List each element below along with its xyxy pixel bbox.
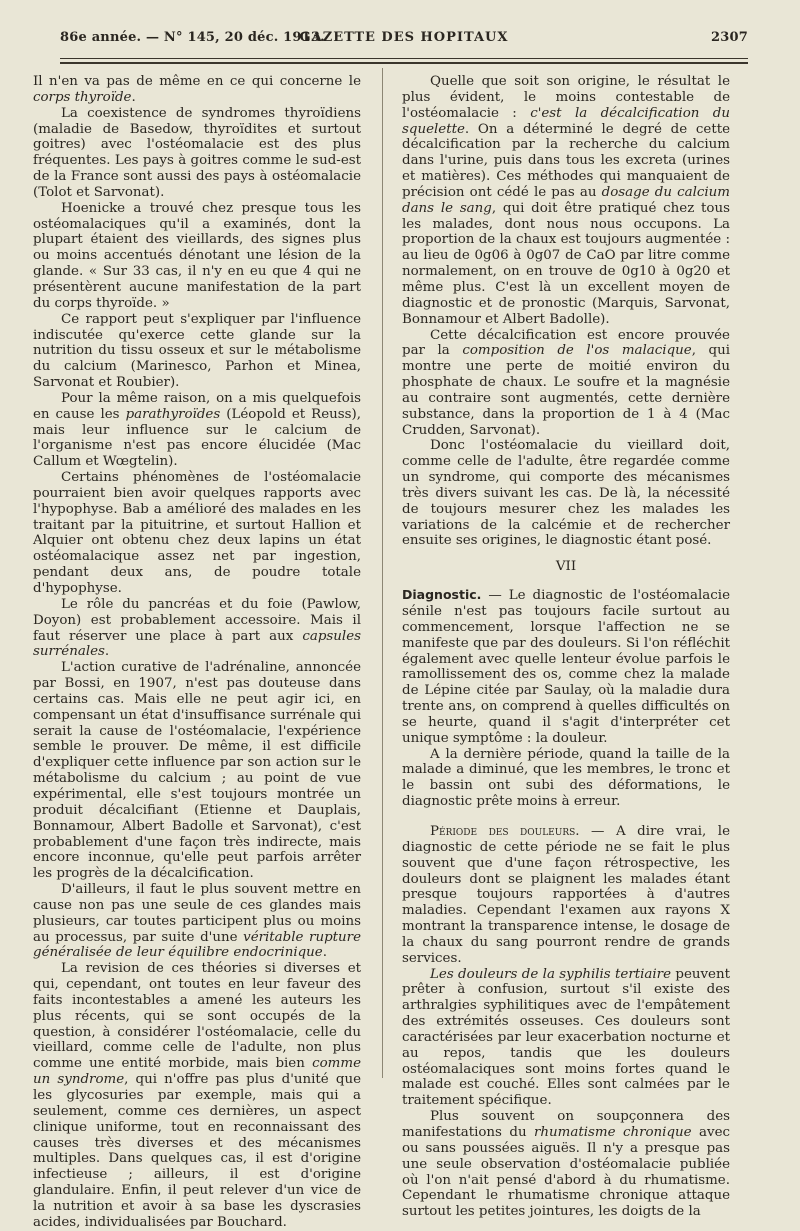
text-run: La revision de ces théories si diverses et qui, cependant, ont toutes en leur faveur des faits incontestables a amené les auteurs les plus récents, qui se sont occupés de la question, à considérer l'ostéomalacie, celle du vieillard, comme celle de l'adulte, non plus comme une entité morbide, mais bien	[33, 961, 361, 1072]
text-run: . — A dire vrai, le diagnostic de cette période ne se fait le plus souvent que d'une façon rétrospective, les douleurs dont se plaignent les malades étant presque toujours rapportées à d'autres maladies. Cependant l'examen aux rayons X montrant la transparence intense, le dosage de la chaux du sang pourront rendre de grands services.	[402, 823, 731, 966]
paragraph	[33, 106, 361, 201]
page-header	[60, 30, 748, 52]
italic-run: capsules surrénales	[33, 628, 361, 660]
paragraph	[33, 597, 361, 660]
paragraph	[33, 660, 361, 882]
text-run: peuvent prêter à confusion, surtout s'il existe des arthralgies syphilitiques avec de l'empâtement des extrémités osseuses. Ces douleurs sont caractérisées par leur exacerbation nocturne et au repos, tandis que les douleurs ostéomalaciques sont moins fortes quand le malade est couché. Elles sont calmées par le traitement spécifique.	[402, 966, 730, 1109]
italic-run: dosage du calcium dans le sang	[402, 184, 730, 216]
issue-info: 86e année. — N° 145, 20 déc. 1913.	[60, 30, 325, 45]
text-run: .	[104, 644, 110, 660]
paragraph	[33, 391, 361, 470]
paragraph	[33, 882, 361, 961]
text-run: — Le diagnostic de l'ostéomalacie sénile n'est pas toujours facile surtout au commencement, lorsque l'affection ne se manifeste que par des douleurs. Si l'on réfléchit également avec quelle lenteur évolue parfois le ramollissement des os, comme chez la malade de Lépine citée par Saulay, où la maladie dura trente ans, on comprend à quelles difficultés on se heurte, quand il s'agit d'interpréter cet unique symptôme : la douleur.	[402, 588, 730, 746]
text-run: avec ou sans poussées aiguës. Il n'y a presque pas une seule observation d'ostéomalacie publiée où l'on n'ait pensé d'abord à du rhumatisme. Cependant le rhumatisme chronique attaque surtout les petites jointures, les doigts de la	[402, 1125, 731, 1220]
italic-run: corps thyroïde	[33, 89, 132, 105]
section-heading: VII	[555, 559, 577, 575]
italic-run: parathyroïdes	[125, 406, 221, 422]
paragraph	[33, 201, 361, 312]
paragraph	[402, 824, 730, 967]
text-run: , qui n'offre pas plus d'unité que les glycosuries par exemple, mais qui a seulement, comme ces dernières, un aspect clinique uniforme, tout en reconnaissant des causes très diverses et des mécanismes multiples. Dans quelques cas, il est d'origine infectieuse ; ailleurs, il est d'origine glandulaire. Enfin, il peut relever d'un vice de la nutrition et avoir à sa base les dyscrasies acides, individualisées par Bouchard.	[33, 1072, 361, 1230]
text-run: (Léopold et Reuss), mais leur influence sur le calcium de l'organisme n'est pas encore élucidée (Mac Callum et Wœgtelin).	[33, 406, 361, 470]
page-number: 2307	[711, 30, 748, 45]
text-run: .	[131, 89, 136, 105]
section-label: Diagnostic.	[402, 587, 482, 603]
text-run: , qui montre une perte de moitié environ du phosphate de chaux. Le soufre et la magnésie au contraire sont augmentés, cette dernière substance, dans la proportion de 1 à 4 (Mac Crudden, Sarvonat).	[402, 343, 730, 438]
header-rule-thick	[60, 62, 748, 64]
text-run: Plus souvent on soupçonnera des manifestations du	[402, 1109, 730, 1140]
italic-run: c'est la décalcification du squelette	[402, 105, 730, 137]
text-run: D'ailleurs, il faut le plus souvent mettre en cause non pas une seule de ces glandes mais plusieurs, car toutes participent plus ou moins au processus, par suite d'une	[33, 882, 361, 945]
paragraph	[402, 967, 730, 1110]
paragraph	[402, 587, 730, 746]
paragraph	[402, 747, 730, 810]
text-run: , qui doit être pratiqué chez tous les malades, dont nous nous occupons. La proportion de la chaux est toujours augmentée : au lieu de 0g06 à 0g07 de CaO par litre comme normalement, on en trouve de 0g10 à 0g20 et même plus. C'est là un excellent moyen de diagnostic et de pronostic (Marquis, Sarvonat, Bonnamour et Albert Badolle).	[402, 200, 730, 327]
text-run: A la dernière période, quand la taille de la malade a diminué, que les membres, le tronc et le bassin ont subi des déformations, le diagnostic prête moins à erreur.	[402, 746, 730, 810]
text-run: Il n'en va pas de même en ce qui concerne le	[33, 74, 361, 89]
italic-run: Les douleurs de la syphilis tertiaire	[430, 966, 671, 982]
text-run: L'action curative de l'adrénaline, annoncée par Bossi, en 1907, n'est pas douteuse dans certains cas. Mais elle ne peut agir ici, en compensant un état d'insuffisance surrénale qui serait la cause de l'ostéomalacie, l'expérience semble le prouver. De même, il est difficile d'expliquer cette influence par son action sur le métabolisme du calcium ; au point de vue expérimental, elle s'est toujours montrée un produit décalcifiant (Etienne et Dauplais, Bonnamour, Albert Badolle et Sarvonat), c'est probablement d'une façon très indirecte, mais encore inconnue, qu'elle peut parfois arrêter les progrès de la décalcification.	[33, 660, 361, 882]
text-run: Quelle que soit son origine, le résultat le plus évident, le moins contestable de l'ostéomalacie :	[402, 74, 730, 121]
text-run: .	[322, 945, 327, 961]
paragraph	[402, 1109, 730, 1220]
text-run: Certains phénomènes de l'ostéomalacie pourraient bien avoir quelques rapports avec l'hypophyse. Bab a amélioré des malades en les traitant par la pituitrine, et surtout Hallion et Alquier ont obtenu chez deux lapins un état ostéomalacique assez net par ingestion, pendant deux ans, de poudre totale d'hypophyse.	[33, 470, 361, 596]
paragraph	[33, 74, 361, 106]
text-run: Donc l'ostéomalacie du vieillard doit, comme celle de l'adulte, être regardée comme un syndrome, qui comporte des mécanismes très divers suivant les cas. De là, la nécessité de toujours mesurer chez les malades les variations de la calcémie et de rechercher ensuite ses origines, le diagnostic étant posé.	[402, 438, 730, 549]
paragraph	[402, 328, 730, 439]
subsection-label: Période des douleurs	[430, 823, 576, 839]
italic-run: comme un syndrome	[33, 1056, 361, 1088]
right-column	[402, 74, 730, 1220]
left-column	[33, 74, 361, 1231]
italic-run: véritable rupture généralisée de leur équilibre endocrinique	[33, 929, 361, 961]
paragraph	[402, 438, 730, 549]
journal-title: GAZETTE DES HOPITAUX	[299, 30, 509, 45]
paragraph	[33, 312, 361, 391]
text-run: Ce rapport peut s'expliquer par l'influence indiscutée qu'exerce cette glande sur la nutrition du tissu osseux et sur le métabolisme du calcium (Marinesco, Parhon et Minea, Sarvonat et Roubier).	[33, 311, 361, 391]
italic-run: rhumatisme chronique	[534, 1125, 692, 1140]
paragraph	[33, 470, 361, 597]
header-rule-thin	[60, 58, 748, 59]
text-run: Hoenicke a trouvé chez presque tous les ostéomalaciques qu'il a examinés, dont la plupart étaient des vieillards, des signes plus ou moins accentués dénotant une lésion de la glande. « Sur 33 cas, il n'y en eu que 4 qui ne présentèrent aucune manifestation de la part du corps thyroïde. »	[33, 200, 361, 311]
italic-run: composition de l'os malacique	[462, 343, 692, 359]
text-run: Le rôle du pancréas et du foie (Pawlow, Doyon) est probablement accessoire. Mais il faut réserver une place à part aux	[33, 596, 361, 644]
paragraph	[402, 74, 730, 328]
text-run: Cette décalcification est encore prouvée par la	[402, 327, 730, 359]
column-divider	[382, 68, 383, 1078]
text-run: La coexistence de syndromes thyroïdiens (maladie de Basedow, thyroïdites et surtout goitres) avec l'ostéomalacie est des plus fréquentes. Les pays à goitres comme le sud-est de la France sont aussi des pays à ostéomalacie (Tolot et Sarvonat).	[33, 105, 361, 200]
paragraph	[33, 961, 361, 1230]
text-run: . On a déterminé le degré de cette décalcification par la recherche du calcium dans l'urine, puis dans tous les excreta (urines et matières). Ces méthodes qui manquaient de précision ont cédé le pas au	[402, 121, 730, 200]
text-run: Pour la même raison, on a mis quelquefois en cause les	[33, 390, 361, 422]
